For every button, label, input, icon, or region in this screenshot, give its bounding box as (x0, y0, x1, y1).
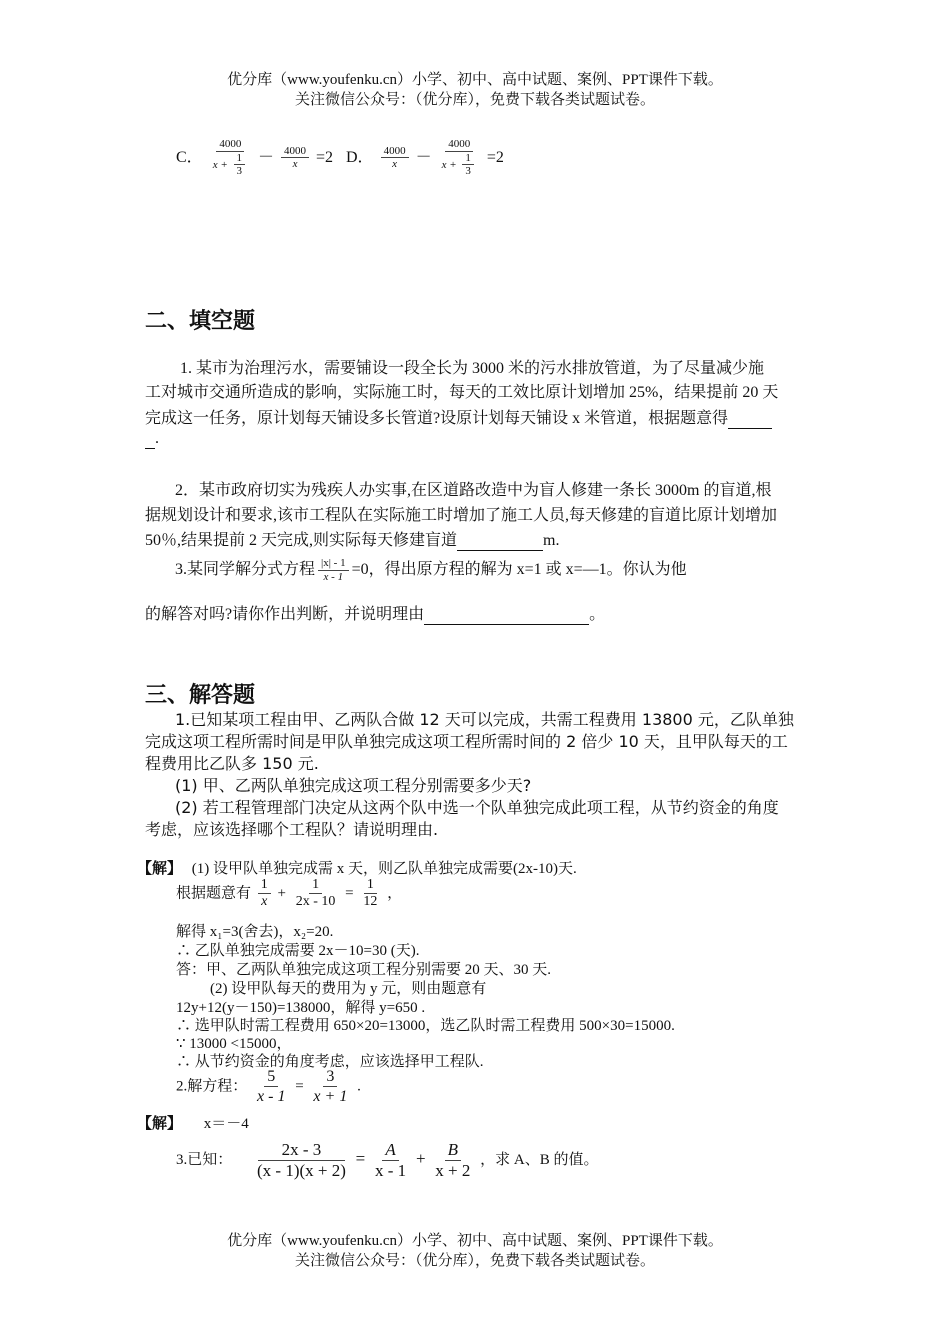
s2-q2-line-3 (145, 527, 559, 551)
option-d-numerator-1: 4000 (381, 145, 409, 159)
s3-q3-frac-1 (254, 1140, 349, 1181)
s3-sol2-line-4: ∵ 13000 <15000， (176, 1036, 292, 1052)
s3-sol1-line-4: ∴ 乙队单独完成需要 2x－10=30 (天). (176, 943, 420, 959)
option-d-numerator-2: 4000 (445, 138, 473, 152)
s3-q3-frac-2 (372, 1140, 409, 1181)
s3-q3-post: ，求 A、B 的值。 (480, 1151, 599, 1168)
s2-q3-fraction (318, 557, 349, 584)
one-third-fraction (462, 152, 474, 179)
s3-q3-plus: + (415, 1148, 426, 1168)
option-c-fraction-1 (210, 138, 251, 178)
s3-q2-sol-value: x＝－4 (203, 1116, 249, 1132)
s3-q2-frac-2-num: 3 (323, 1068, 337, 1087)
x-plus-text: x + (212, 158, 228, 171)
s2-q1-line-2: 工对城市交通所造成的影响，实际施工时，每天的工效比原计划增加 25%，结果提前 20 天 (145, 384, 779, 401)
s2-q3-line-1 (175, 556, 687, 584)
one-text: 1 (462, 152, 474, 166)
option-d-fraction-1 (381, 145, 409, 172)
s3-sol1-frac-3-num: 1 (364, 877, 377, 894)
option-c-fraction-2 (281, 145, 309, 172)
s3-sol2-line-1: (2) 设甲队每天的费用为 y 元，则由题意有 (210, 981, 487, 997)
x-plus-text: x + (441, 158, 457, 171)
s3-q3-equals: = (355, 1148, 366, 1168)
s2-q2-line-2: 据规划设计和要求,该市工程队在实际施工时增加了施工人员,每天修建的盲道比原计划增加 (145, 507, 778, 524)
s2-q3-denominator: x - 1 (323, 570, 344, 583)
s3-q3-pre: 3.已知： (176, 1151, 233, 1168)
section-3-title: 三、解答题 (145, 683, 256, 708)
s3-sol1-plus: + (277, 885, 286, 902)
s3-sol1-frac-2 (293, 877, 339, 911)
option-d-minus: － (415, 148, 432, 166)
s3-q3-frac-2-num: A (382, 1140, 398, 1161)
s3-q1-sub-1: (1) 甲、乙两队单独完成这项工程分别需要多少天? (175, 776, 532, 795)
s3-sol2-line-5: ∴ 从节约资金的角度考虑，应该选择甲工程队. (176, 1054, 484, 1070)
s3-q3-frac-3-num: B (445, 1140, 461, 1161)
s2-q3-answer-blank[interactable] (424, 606, 589, 625)
s2-q1-line-3-text: 完成这一任务，原计划每天铺设多长管道?设原计划每天铺设 x 米管道，根据题意得 (145, 410, 729, 427)
s2-q3-numerator: |x| - 1 (318, 557, 349, 571)
one-third-fraction (234, 152, 246, 179)
s3-sol1-frac-3-den: 12 (363, 894, 378, 910)
s3-q3-frac-1-num: 2x - 3 (258, 1140, 346, 1161)
s3-q1-line-1: 1.已知某项工程由甲、乙两队合做 12 天可以完成，共需工程费用 13800 元，乙队单独 (175, 710, 794, 729)
s3-sol1-equation (176, 877, 402, 911)
s3-q2 (176, 1068, 361, 1107)
s2-q1-line-4 (145, 430, 159, 449)
option-c-minus: － (258, 148, 275, 166)
s2-q3-post: =0，得出原方程的解为 x=1 或 x=—1。你认为他 (351, 561, 687, 578)
option-c (176, 138, 333, 178)
s2-q3-line-2 (145, 601, 605, 625)
s3-sol1-line-1: (1) 设甲队单独完成需 x 天，则乙队单独完成需要(2x-10)天. (191, 861, 577, 877)
footer-line-1: 优分库（www.youfenku.cn）小学、初中、高中试题、案例、PPT课件下载。 (227, 1233, 723, 1249)
s2-q1-line-3 (145, 405, 772, 429)
s3-sol1-frac-1 (258, 877, 271, 911)
s3-q2-post: . (357, 1078, 361, 1095)
s3-sol1-frac-3 (360, 877, 380, 911)
s3-q2-equals: = (295, 1078, 304, 1095)
s3-sol2-line-2: 12y+12(y－150)=138000，解得 y=650 . (176, 1000, 426, 1016)
solution-tag: 【解】 (137, 859, 183, 877)
one-text: 1 (234, 152, 246, 166)
s3-q2-frac-1-den: x - 1 (257, 1088, 286, 1106)
s3-sol1-eq-post: ， (387, 885, 403, 902)
option-c-denominator-2: x (292, 158, 298, 171)
header-line-1: 优分库（www.youfenku.cn）小学、初中、高中试题、案例、PPT课件下载。 (227, 72, 723, 88)
s3-q1-sub-2-line-2: 考虑，应该选择哪个工程队？请说明理由. (145, 820, 439, 839)
s2-q1-answer-blank[interactable] (728, 410, 772, 429)
option-c-rhs: =2 (316, 148, 334, 166)
s2-q2-answer-blank[interactable] (457, 532, 543, 551)
s3-q3-frac-3-den: x + 2 (435, 1160, 471, 1180)
s3-q2-frac-2 (310, 1068, 350, 1107)
s3-q1-line-3: 程费用比乙队多 150 元. (145, 754, 319, 773)
s3-sol1-frac-1-den: x (261, 894, 268, 910)
s3-q1-sub-2-line-1: (2) 若工程管理部门决定从这两个队中选一个队单独完成此项工程，从节约资金的角度 (175, 798, 779, 817)
s3-sol1-frac-2-num: 1 (309, 877, 322, 894)
option-c-label: C． (176, 148, 203, 166)
s3-sol2-line-3: ∴ 选甲队时需工程费用 650×20=13000，选乙队时需工程费用 500×30=15000. (176, 1018, 675, 1034)
s3-sol1-equals: = (345, 885, 354, 902)
option-d-denominator-1: x (392, 158, 397, 171)
three-text: 3 (465, 165, 471, 178)
s3-sol1-frac-1-num: 1 (258, 877, 271, 894)
s2-q1-line-1: 1. 某市为治理污水，需要铺设一段全长为 3000 米的污水排放管道，为了尽量减少施 (180, 360, 765, 377)
section-2-title: 二、填空题 (145, 309, 256, 334)
s3-sol1-eq-pre: 根据题意有 (176, 885, 252, 902)
footer-line-2: 关注微信公众号：（优分库），免费下载各类试题试卷。 (294, 1253, 655, 1269)
solution-tag: 【解】 (137, 1114, 183, 1132)
s3-q2-frac-1-num: 5 (264, 1068, 278, 1087)
s3-q3-frac-2-den: x - 1 (375, 1160, 407, 1180)
s2-q3-end: 。 (589, 606, 606, 623)
s2-q3-line-2-text: 的解答对吗?请你作出判断，并说明理由 (145, 606, 425, 623)
s3-q2-frac-1 (254, 1068, 288, 1107)
option-d-denominator-2 (439, 152, 480, 179)
header-line-2: 关注微信公众号：（优分库），免费下载各类试题试卷。 (294, 92, 655, 108)
s2-q2-line-1: 2．某市政府切实为残疾人办实事,在区道路改造中为盲人修建一条长 3000m 的盲道,根 (175, 482, 772, 499)
s3-q3-frac-1-den: (x - 1)(x + 2) (257, 1160, 346, 1180)
s2-q3-pre: 3.某同学解分式方程 (175, 561, 316, 578)
s3-q2-frac-2-den: x + 1 (313, 1088, 348, 1106)
s3-q2-solution (137, 1112, 249, 1133)
option-d-rhs: =2 (486, 148, 504, 166)
three-text: 3 (236, 165, 242, 178)
s3-q3-frac-3 (432, 1140, 473, 1181)
option-d-fraction-2 (439, 138, 480, 178)
option-c-numerator-1: 4000 (216, 138, 244, 152)
s2-q2-unit: m. (543, 532, 560, 549)
option-c-denominator-1 (210, 152, 251, 179)
s3-q3 (176, 1140, 598, 1181)
s3-solution-1 (137, 857, 577, 878)
option-d (346, 138, 504, 178)
s3-q2-pre: 2.解方程： (176, 1078, 248, 1095)
s3-sol1-frac-2-den: 2x - 10 (295, 894, 336, 910)
s2-q1-end: . (155, 430, 159, 447)
option-c-numerator-2: 4000 (281, 145, 309, 159)
s2-q2-line-3-text: 50％,结果提前 2 天完成,则实际每天修建盲道 (145, 532, 458, 549)
s3-q1-line-2: 完成这项工程所需时间是甲队单独完成这项工程所需时间的 2 倍少 10 天，且甲队每天的工 (145, 732, 788, 751)
option-d-label: D． (346, 148, 374, 166)
s3-sol1-line-5: 答：甲、乙两队单独完成这项工程分别需要 20 天、30 天. (176, 962, 552, 978)
s2-q1-answer-blank-cont[interactable] (145, 430, 155, 449)
s3-sol1-line-3: 解得 x₁=3(舍去)，x₂=20. (176, 924, 334, 940)
